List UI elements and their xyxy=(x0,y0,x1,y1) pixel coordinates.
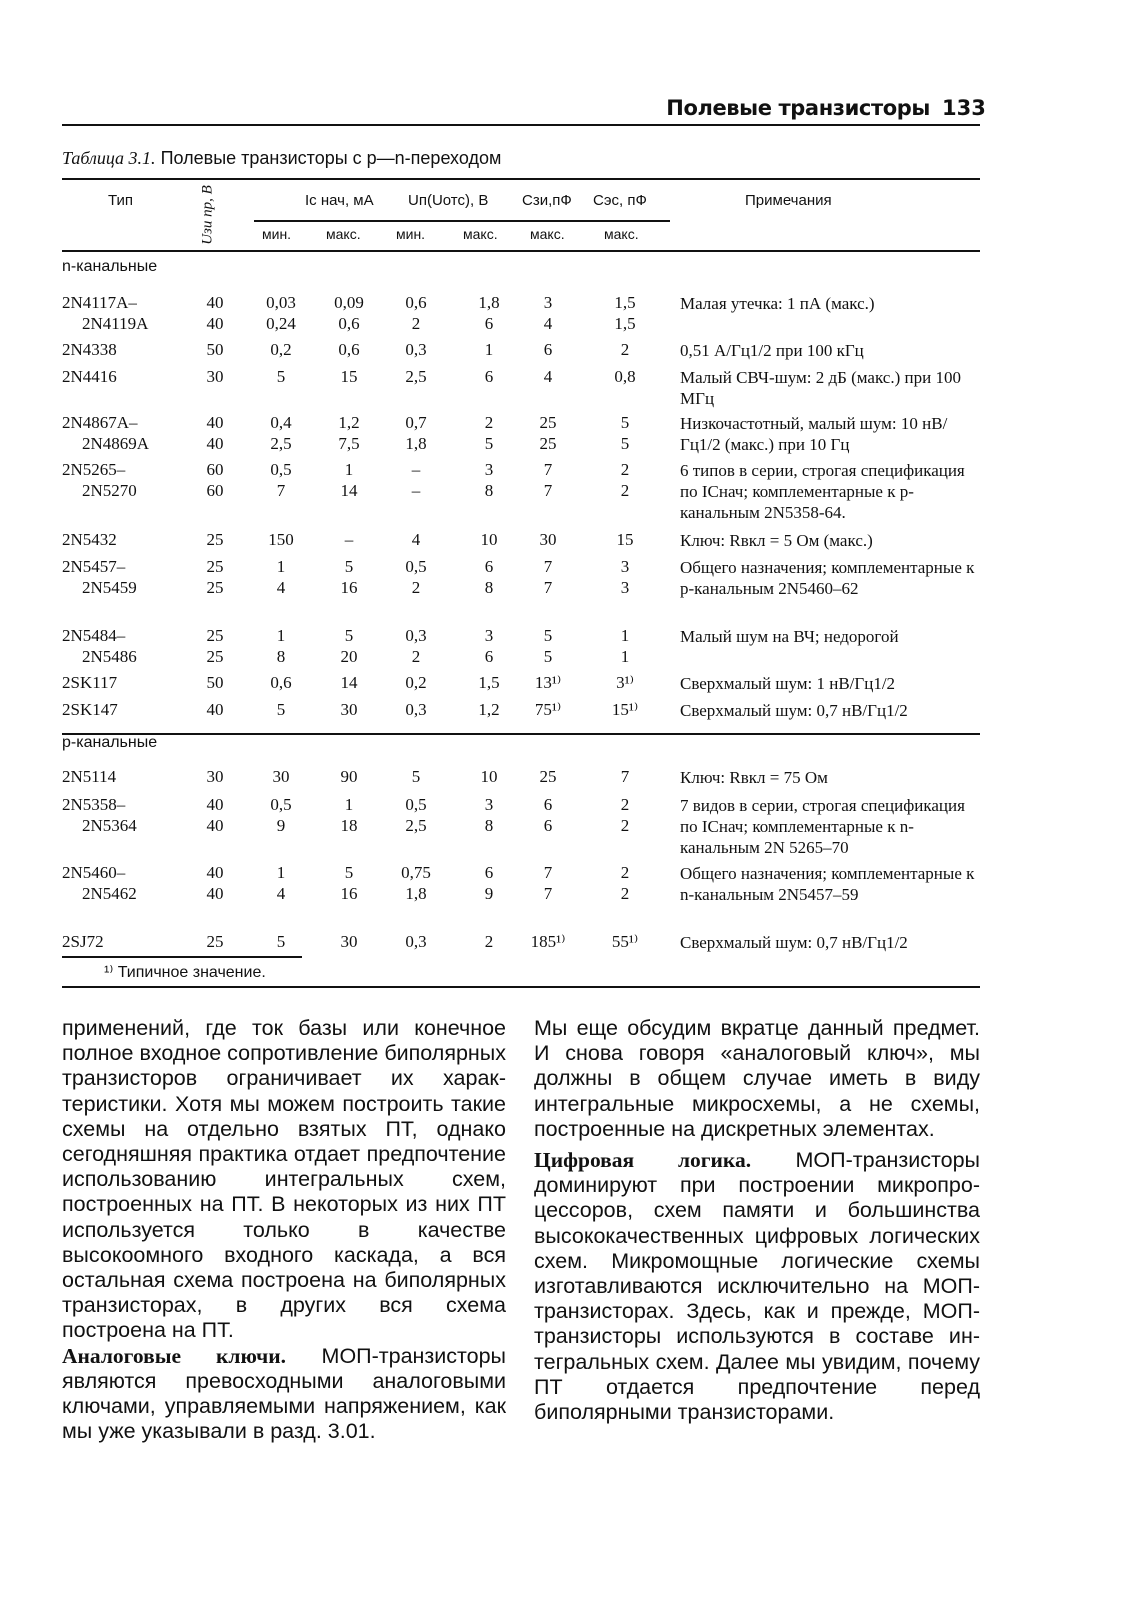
header-czi-max: макс. xyxy=(530,226,565,242)
table-row: 2N5114 30 30 90 5 10 25 7 Ключ: Rвкл = 75 Ом xyxy=(0,767,1123,789)
cell-type: 2N5358– xyxy=(62,795,126,814)
table-row: 2N5460– 2N5462 40 40 1 4 5 16 0,75 1,8 6 9 7 7 2 2 Общего назначения; комплементарные к n-канальным 2N5457–59 xyxy=(0,863,1123,885)
cell-note: Ключ: Rвкл = 75 Ом xyxy=(680,768,828,787)
cell-type: 2N5265– xyxy=(62,460,126,479)
running-header-title: Полевые транзисторы xyxy=(666,96,930,120)
section-divider-rule xyxy=(62,733,980,735)
header-up: Uп(Uотс), В xyxy=(408,192,489,209)
table-row: 2N5457– 2N5459 25 25 1 4 5 16 0,5 2 6 8 7 7 3 3 Общего назначения; комплементарные к p-канальным 2N5460–62 xyxy=(0,557,1123,579)
table-row: 2SK147 40 5 30 0,3 1,2 75¹⁾ 15¹⁾ Сверхмалый шум: 0,7 нВ/Гц1/2 xyxy=(0,700,1123,722)
table-row: 2N5484– 2N5486 25 25 1 8 5 20 0,3 2 3 6 5 5 1 1 Малый шум на ВЧ; недорогой xyxy=(0,626,1123,648)
table-top-rule xyxy=(62,178,980,180)
table-row: 2N5265– 2N5270 60 60 0,5 7 1 14 – – 3 8 7 7 2 2 6 типов в серии, строгая спецификация по IСнач; комплементарные к p-канальным 2N5358-64. xyxy=(0,460,1123,482)
cell-type: 2N4119A xyxy=(82,314,149,333)
cell-note: 6 типов в серии, строгая спецификация по IСнач; комплементарные к p-канальным 2N5358-64. xyxy=(680,461,965,522)
header-rule xyxy=(62,124,980,126)
cell-note: Сверхмалый шум: 1 нВ/Гц1/2 xyxy=(680,674,896,693)
cell-note: Малый СВЧ-шум: 2 дБ (макс.) при 100 МГц xyxy=(680,368,961,408)
cell-type: 2N5460– xyxy=(62,863,126,882)
cell-note: Низкочастотный, малый шум: 10 нВ/Гц1/2 (макс.) при 10 Гц xyxy=(680,414,948,454)
cell-type: 2N4416 xyxy=(62,367,117,386)
cell-type: 2N5432 xyxy=(62,530,117,549)
header-czi: Сзи,пФ xyxy=(522,192,572,209)
cell-type: 2N5486 xyxy=(82,647,137,666)
table-caption-label: Таблица 3.1. xyxy=(62,148,156,168)
body-paragraph: применений, где ток базы или конечное полное входное сопротивление биполярных транзисторов ограничивает их характеристики. Хотя мы можем построить такие схемы на отдельно взятых ПТ, однако сегодняшняя практика отдает предпочтение использованию интегральных схем, построенных на ПТ. В некоторых из них ПТ используется только в качестве высокоомного входного каскада, а вся остальная схема построена на биполярных транзисторах, в других вся схема построена на ПТ. xyxy=(62,1016,506,1343)
header-sub-rule xyxy=(254,220,670,222)
cell-type: 2N5462 xyxy=(82,884,137,903)
cell-type: 2N4117A– xyxy=(62,293,137,312)
cell-type: 2N4869A xyxy=(82,434,150,453)
table-row: 2N5358– 2N5364 40 40 0,5 9 1 18 0,5 2,5 3 8 6 6 2 2 7 видов в серии, строгая спецификация по IСнач; комплементарные к n-канальным 2N 5265–70 xyxy=(0,795,1123,817)
body-right-column xyxy=(534,1016,980,1425)
run-in-heading: Аналоговые ключи. xyxy=(62,1343,286,1368)
section-label-p: p-канальные xyxy=(62,734,158,751)
cell-type: 2N4338 xyxy=(62,340,117,359)
table-row: 2N5432 25 150 – 4 10 30 15 Ключ: Rвкл = 5 Ом (макс.) xyxy=(0,530,1123,552)
section-label-n: n-канальные xyxy=(62,258,158,275)
header-ic-max: макс. xyxy=(326,226,361,242)
header-notes: Примечания xyxy=(745,192,832,209)
page-number: 133 xyxy=(942,96,986,120)
cell-note: Сверхмалый шум: 0,7 нВ/Гц1/2 xyxy=(680,701,908,720)
header-up-max: макс. xyxy=(463,226,498,242)
body-paragraph: Мы еще обсудим вкратце данный предмет. И снова говоря «аналоговый ключ», мы должны в общем случае иметь в виду интегральные микросхемы, а не схемы, построенные на дискретных элементах. xyxy=(534,1016,980,1141)
cell-note: Ключ: Rвкл = 5 Ом (макс.) xyxy=(680,531,873,550)
header-type: Тип xyxy=(108,192,134,209)
table-row: 2N4338 50 0,2 0,6 0,3 1 6 2 0,51 А/Гц1/2 при 100 кГц xyxy=(0,340,1123,362)
header-up-min: мин. xyxy=(396,226,426,242)
cell-note: 0,51 А/Гц1/2 при 100 кГц xyxy=(680,341,864,360)
cell-note: Малый шум на ВЧ; недорогой xyxy=(680,627,899,646)
cell-type: 2SJ72 xyxy=(62,932,104,951)
body-paragraph: Аналоговые ключи. МОП-транзисторы являются превосходными аналоговыми ключами, управляемыми напряжением, как мы уже указывали в разд. 3.01. xyxy=(62,1343,506,1444)
table-row: 2SJ72 25 5 30 0,3 2 185¹⁾ 55¹⁾ Сверхмалый шум: 0,7 нВ/Гц1/2 xyxy=(0,932,1123,954)
cell-note: 7 видов в серии, строгая спецификация по IСнач; комплементарные к n-канальным 2N 5265–70 xyxy=(680,796,965,857)
table-footnote: ¹⁾ Типичное значение. xyxy=(104,964,266,981)
cell-type: 2N5484– xyxy=(62,626,126,645)
cell-type: 2SK117 xyxy=(62,673,118,692)
cell-type: 2N5364 xyxy=(82,816,137,835)
table-row: 2N4416 30 5 15 2,5 6 4 0,8 Малый СВЧ-шум: 2 дБ (макс.) при 100 МГц xyxy=(0,367,1123,389)
table-row: 2N4867A– 2N4869A 40 40 0,4 2,5 1,2 7,5 0,7 1,8 2 5 25 25 5 5 Низкочастотный, малый шум: 10 нВ/Гц1/2 (макс.) при 10 Гц xyxy=(0,413,1123,435)
cell-type: 2N4867A– xyxy=(62,413,138,432)
cell-note: Сверхмалый шум: 0,7 нВ/Гц1/2 xyxy=(680,933,908,952)
header-ic: Iс нач, мА xyxy=(305,192,374,209)
cell-type: 2N5459 xyxy=(82,578,137,597)
header-bottom-rule xyxy=(62,250,980,252)
cell-note: Малая утечка: 1 пА (макс.) xyxy=(680,294,875,313)
cell-type: 2N5114 xyxy=(62,767,117,786)
header-breakdown-voltage: Uзи пр, В xyxy=(199,185,216,245)
cell-note: Общего назначения; комплементарные к p-канальным 2N5460–62 xyxy=(680,558,975,598)
cell-type: 2SK147 xyxy=(62,700,118,719)
header-ces-max: макс. xyxy=(604,226,639,242)
body-paragraph: Цифровая логика. МОП-транзисторы доминируют при построении микропроцессоров, схем памяти и большинства высококачественных цифровых логических схем. Микромощные логические схемы изготавливаются исключительно на МОП-транзисторах. Здесь, как и прежде, МОП-транзисторы используются в составе интегральных схем. Далее мы увидим, почему ПТ отдается предпочтение перед биполярными транзисторами. xyxy=(534,1148,980,1425)
table-caption xyxy=(62,148,501,169)
table-row: 2N4117A– 2N4119A 40 40 0,03 0,24 0,09 0,6 0,6 2 1,8 6 3 4 1,5 1,5 Малая утечка: 1 пА (макс.) xyxy=(0,293,1123,315)
table-row: 2SK117 50 0,6 14 0,2 1,5 13¹⁾ 3¹⁾ Сверхмалый шум: 1 нВ/Гц1/2 xyxy=(0,673,1123,695)
run-in-heading: Цифровая логика. xyxy=(534,1148,752,1173)
body-left-column xyxy=(62,1016,506,1444)
table-bottom-rule xyxy=(62,986,980,988)
cell-type: 2N5457– xyxy=(62,557,126,576)
header-ic-min: мин. xyxy=(262,226,292,242)
header-ces: Сэс, пФ xyxy=(593,192,647,209)
cell-note: Общего назначения; комплементарные к n-канальным 2N5457–59 xyxy=(680,864,975,904)
cell-type: 2N5270 xyxy=(82,481,137,500)
table-caption-text: Полевые транзисторы с p—n-переходом xyxy=(160,148,502,168)
footnote-rule xyxy=(62,956,302,958)
